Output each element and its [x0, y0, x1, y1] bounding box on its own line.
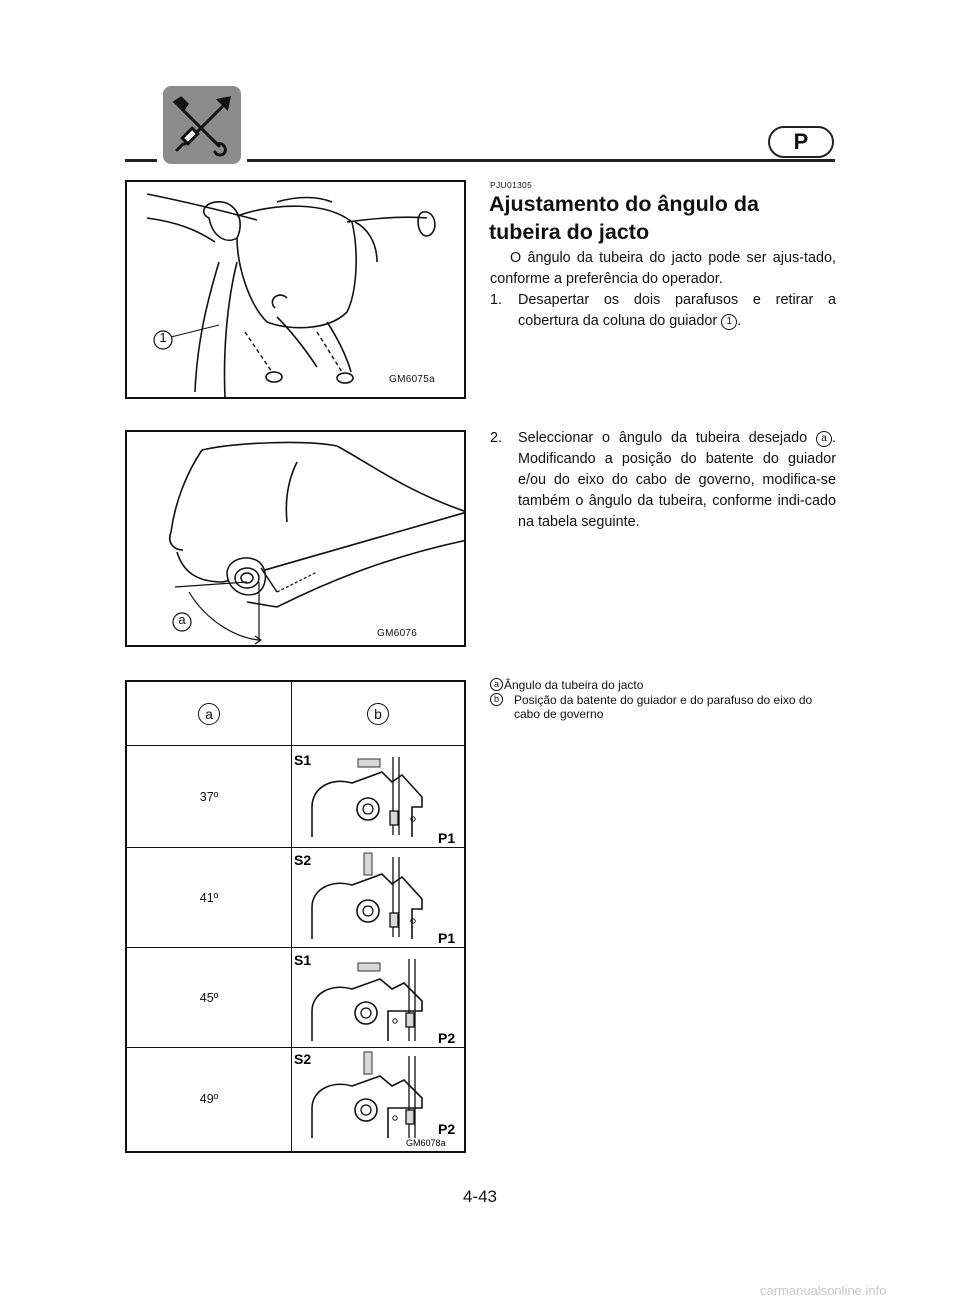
step-2-ref: a — [816, 431, 832, 447]
step-2-text-b: Modificando a posição do batente do guiador e/ou do eixo do cabo de governo, modifica-se também o ângulo da tubeira, conforme indi-cado na tabela seguinte. — [518, 451, 836, 530]
header-a: a — [198, 703, 220, 725]
angle-cell: 41º — [126, 848, 292, 948]
watermark: carmanualsonline.info — [760, 1283, 887, 1298]
angle-cell: 45º — [126, 948, 292, 1048]
callout-a: a — [178, 612, 186, 627]
position-label: P1 — [438, 929, 456, 946]
legend-item-b — [490, 693, 836, 722]
header-b: b — [367, 703, 389, 725]
stopper-diagram — [292, 949, 464, 1047]
position-label: P2 — [438, 1121, 456, 1138]
intro-text: O ângulo da tubeira do jacto pode ser ajus-tado, conforme a preferência do operador. — [490, 250, 836, 287]
language-badge: P — [768, 126, 834, 158]
step-2-text-a: Seleccionar o ângulo da tubeira desejado — [518, 430, 808, 446]
figure-jet-nozzle — [125, 430, 466, 647]
section-title-line2: tubeira do jacto — [489, 220, 650, 244]
table-row — [126, 848, 465, 948]
position-label: P2 — [438, 1029, 456, 1046]
figure2-code: GM6076 — [377, 628, 418, 639]
intro-paragraph — [490, 248, 836, 290]
table-header-row — [126, 681, 465, 746]
header-cell-a — [126, 681, 292, 746]
angle-cell: 37º — [126, 746, 292, 848]
position-label: P1 — [438, 829, 456, 846]
step-1-text: Desapertar os dois parafusos e retirar a cobertura da coluna do guiador — [518, 292, 836, 329]
diagram-cell — [292, 1048, 466, 1152]
legend-text-a: Ângulo da tubeira do jacto — [504, 678, 644, 692]
angle-cell: 49º — [126, 1048, 292, 1152]
legend — [490, 678, 836, 722]
table-row — [126, 1048, 465, 1152]
handlebar-illustration — [127, 182, 466, 399]
stopper-label: S2 — [294, 851, 312, 868]
step-2-number: 2. — [490, 430, 503, 446]
step-1-number: 1. — [490, 292, 503, 308]
legend-item-a — [490, 678, 836, 693]
stopper-diagram — [292, 747, 464, 847]
section-title-line1: Ajustamento do ângulo da — [489, 192, 759, 216]
step-1 — [490, 290, 836, 332]
figure-handlebar-cover — [125, 180, 466, 399]
section-code: PJU01305 — [490, 180, 533, 190]
legend-mark-a: a — [490, 678, 503, 691]
table-row — [126, 948, 465, 1048]
stopper-label: S1 — [294, 951, 312, 968]
table-row — [126, 746, 465, 848]
nozzle-angle-table — [125, 680, 466, 1153]
page-number: 4-43 — [462, 1187, 498, 1206]
legend-text-b: Posição da batente do guiador e do parafuso do eixo do cabo de governo — [514, 692, 813, 721]
stopper-label: S1 — [294, 751, 312, 768]
diagram-cell — [292, 948, 466, 1048]
diagram-cell — [292, 746, 466, 848]
step-2-body: Seleccionar o ângulo da tubeira desejado a . Modificando a posição do batente do guiador e/ou do eixo do cabo de governo, modifica-se também o ângulo da tubeira, conforme indi-cado na tabela seguinte. — [518, 430, 837, 530]
step-1-body: Desapertar os dois parafusos e retirar a cobertura da coluna do guiador 1 . — [518, 292, 836, 329]
legend-mark-b: b — [490, 693, 503, 706]
table-code: GM6078a — [406, 1138, 446, 1149]
diagram-cell — [292, 848, 466, 948]
header-rule-right — [247, 159, 835, 162]
figure1-code: GM6075a — [389, 374, 436, 385]
step-2 — [490, 428, 836, 533]
tools-section-icon — [163, 86, 241, 164]
step-1-ref: 1 — [721, 314, 737, 330]
stopper-diagram — [292, 849, 464, 947]
header-rule-left — [125, 159, 157, 162]
stopper-diagram — [292, 1048, 464, 1150]
header-cell-b — [292, 681, 466, 746]
callout-1: 1 — [159, 330, 167, 345]
stopper-label: S2 — [294, 1051, 312, 1068]
